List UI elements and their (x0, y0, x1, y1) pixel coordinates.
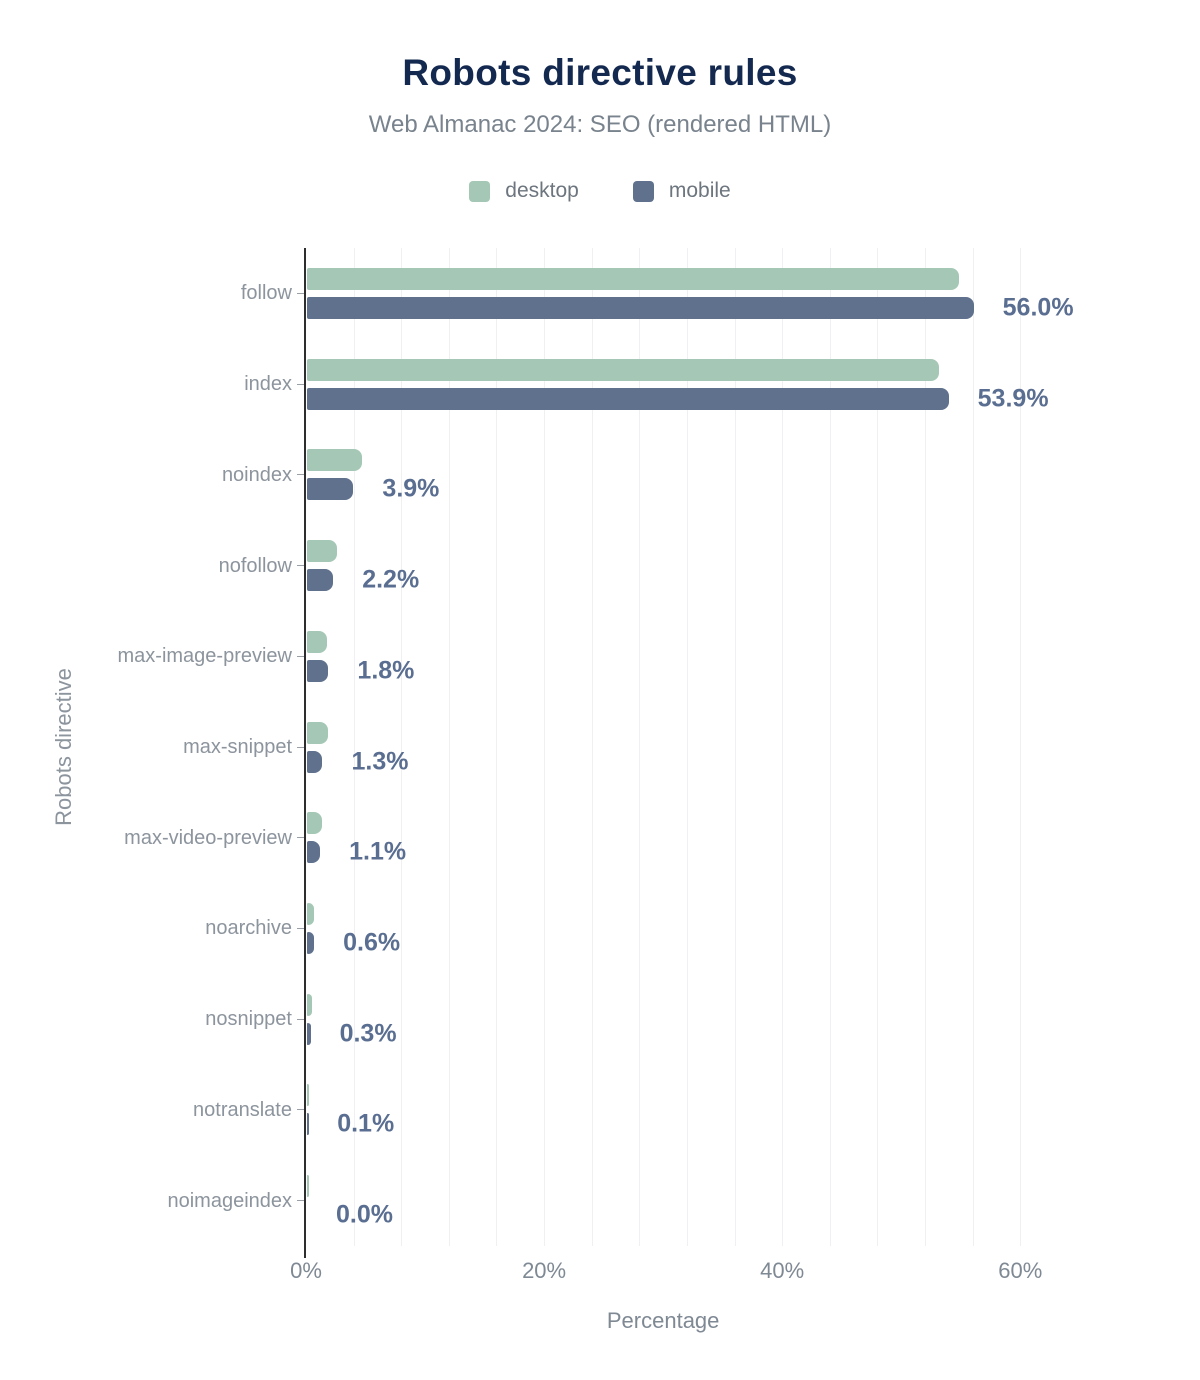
chart-subtitle: Web Almanac 2024: SEO (rendered HTML) (368, 111, 832, 138)
value-label: 0.6% (343, 928, 401, 957)
value-label: 53.9% (977, 384, 1049, 413)
category-label: noindex (221, 463, 292, 486)
x-tick-label: 60% (998, 1258, 1043, 1283)
x-tick-label: 20% (522, 1258, 567, 1283)
bar-desktop-max-snippet[interactable] (307, 722, 328, 744)
bar-mobile-notranslate[interactable] (307, 1113, 309, 1135)
category-label: max-image-preview (117, 645, 292, 668)
category-label: noimageindex (167, 1189, 292, 1212)
value-label: 1.8% (357, 656, 415, 685)
bar-desktop-max-video-preview[interactable] (307, 812, 322, 834)
x-axis-title: Percentage (606, 1308, 720, 1333)
bar-mobile-follow[interactable] (307, 297, 974, 319)
category-tick (297, 474, 304, 475)
gridline (973, 248, 974, 1246)
bar-mobile-max-video-preview[interactable] (307, 841, 320, 863)
x-tick-label: 0% (290, 1258, 322, 1283)
category-label: nosnippet (205, 1008, 292, 1031)
value-label: 0.1% (337, 1109, 395, 1138)
category-label: max-video-preview (124, 826, 292, 849)
category-label: noarchive (205, 917, 292, 940)
bar-mobile-max-image-preview[interactable] (307, 660, 328, 682)
value-label: 1.1% (349, 837, 407, 866)
y-axis-title: Robots directive (51, 668, 76, 826)
category-tick (297, 928, 304, 929)
value-label: 56.0% (1002, 293, 1074, 322)
bar-mobile-index[interactable] (307, 388, 949, 410)
desktop-swatch-icon (469, 181, 490, 202)
category-tick (297, 747, 304, 748)
plot-area (117, 248, 1156, 1333)
chart-title: Robots directive rules (402, 52, 798, 93)
bar-desktop-index[interactable] (307, 359, 939, 381)
category-tick (297, 384, 304, 385)
bar-desktop-nofollow[interactable] (307, 540, 337, 562)
bar-desktop-notranslate[interactable] (307, 1084, 309, 1106)
value-label: 1.3% (351, 747, 409, 775)
legend-label-mobile: mobile (668, 179, 731, 202)
bar-mobile-noarchive[interactable] (307, 932, 314, 954)
bar-mobile-max-snippet[interactable] (307, 751, 322, 773)
bar-desktop-noarchive[interactable] (307, 903, 314, 925)
category-label: nofollow (218, 554, 292, 577)
value-label: 0.0% (336, 1200, 393, 1229)
category-tick (297, 1200, 304, 1201)
bar-desktop-noindex[interactable] (307, 449, 362, 471)
legend-label-desktop: desktop (505, 179, 579, 202)
bar-mobile-nosnippet[interactable] (307, 1023, 311, 1045)
legend-item-desktop[interactable] (469, 179, 579, 203)
value-label: 0.3% (339, 1019, 397, 1048)
bar-desktop-noimageindex[interactable] (307, 1175, 309, 1197)
category-tick (297, 1109, 304, 1110)
bar-mobile-nofollow[interactable] (307, 569, 333, 591)
category-label: follow (240, 282, 292, 305)
bar-desktop-nosnippet[interactable] (307, 994, 312, 1016)
bar-desktop-max-image-preview[interactable] (307, 631, 327, 653)
category-tick (297, 1019, 304, 1020)
category-tick (297, 656, 304, 657)
legend (0, 179, 1200, 203)
value-label: 2.2% (362, 565, 420, 594)
category-label: index (244, 373, 292, 396)
category-label: max-snippet (183, 736, 292, 758)
category-label: notranslate (193, 1098, 292, 1121)
y-axis-line (304, 248, 306, 1258)
category-tick (297, 293, 304, 294)
category-tick (297, 837, 304, 838)
mobile-swatch-icon (633, 181, 654, 202)
bar-desktop-follow[interactable] (307, 268, 959, 290)
bar-mobile-noindex[interactable] (307, 478, 353, 500)
value-label: 3.9% (382, 474, 440, 503)
x-tick-label: 40% (760, 1258, 805, 1283)
legend-item-mobile[interactable] (633, 179, 731, 203)
category-tick (297, 565, 304, 566)
